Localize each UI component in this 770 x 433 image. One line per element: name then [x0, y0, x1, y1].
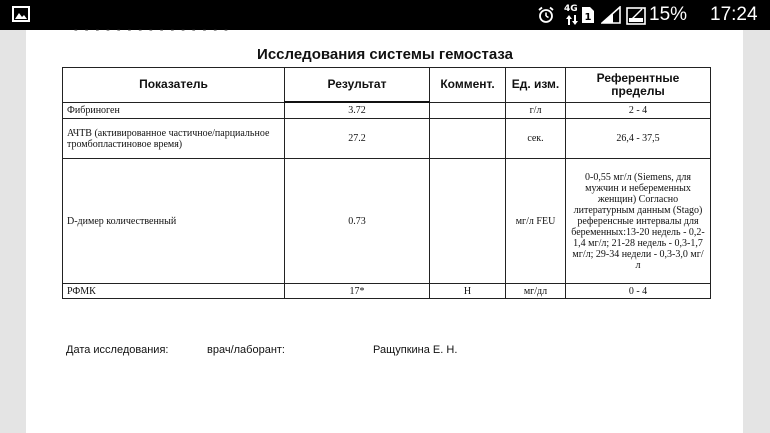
reference-cell: 26,4 - 37,5 — [566, 119, 711, 159]
doctor-label: врач/лаборант: — [207, 344, 285, 356]
document-page[interactable] — [26, 24, 743, 433]
sim-icon — [581, 6, 595, 24]
alarm-icon — [537, 6, 555, 24]
header-unit: Ед. изм. — [506, 68, 566, 103]
unit-cell: г/л — [506, 102, 566, 119]
comment-cell — [430, 102, 506, 119]
reference-cell: 2 - 4 — [566, 102, 711, 119]
header-indicator: Показатель — [63, 68, 285, 103]
comment-cell — [430, 159, 506, 284]
indicator-cell: АЧТВ (активированное частичное/парциальное тромбопластиновое время) — [63, 119, 285, 159]
result-cell: 27.2 — [285, 119, 430, 159]
network-type: 4G — [564, 4, 578, 14]
table-row — [63, 102, 711, 119]
reference-cell: 0 - 4 — [566, 284, 711, 299]
header-reference: Референтные пределы — [566, 68, 711, 103]
results-table — [62, 67, 711, 299]
result-cell: 3.72 — [285, 102, 430, 119]
comment-cell: Н — [430, 284, 506, 299]
header-comment: Коммент. — [430, 68, 506, 103]
battery-percent: 15% — [649, 4, 688, 25]
gallery-icon — [12, 6, 30, 22]
document-title: Исследования системы гемостаза — [257, 46, 513, 63]
svg-text:1: 1 — [584, 12, 592, 23]
comment-cell — [430, 119, 506, 159]
battery-icon — [626, 5, 646, 25]
date-label: Дата исследования: — [66, 344, 169, 356]
indicator-cell: РФМК — [63, 284, 285, 299]
table-row — [63, 284, 711, 299]
indicator-cell: Фибриноген — [63, 102, 285, 119]
unit-cell: сек. — [506, 119, 566, 159]
table-row — [63, 159, 711, 284]
signal-icon — [601, 6, 621, 24]
reference-cell: 0-0,55 мг/л (Siemens, для мужчин и небеременных женщин) Согласно литературным данным (Stago) референсные интервалы для беременных:13-20 недель - 0,2-1,4 мг/л; 21-28 недель - 0,3-1,7 мг/л; 29-34 недели - 0,3-3,0 мг/л — [566, 159, 711, 284]
result-cell: 17* — [285, 284, 430, 299]
clock: 17:24 — [710, 4, 758, 25]
cut-off-header: - - - - - - - - - - - - - - - — [74, 24, 230, 34]
result-cell: 0.73 — [285, 159, 430, 284]
table-header-row — [63, 68, 711, 103]
indicator-cell: D-димер количественный — [63, 159, 285, 284]
unit-cell: мг/дл — [506, 284, 566, 299]
table-row — [63, 119, 711, 159]
header-result: Результат — [285, 68, 430, 103]
doctor-name: Ращупкина Е. Н. — [373, 344, 458, 356]
unit-cell: мг/л FEU — [506, 159, 566, 284]
data-arrows-icon — [566, 15, 578, 25]
